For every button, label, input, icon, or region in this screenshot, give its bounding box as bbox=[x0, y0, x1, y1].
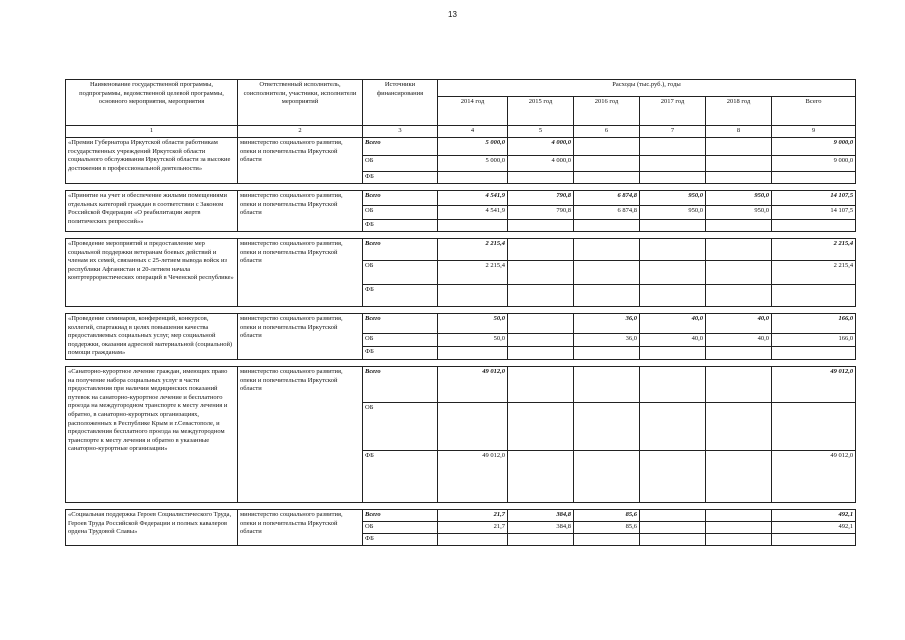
measure-name: «Премии Губернатора Иркутской области работникам государственных учреждений Иркутской области социального обслуживания Иркутской области за высокие достижения в профессиональной деятельности» bbox=[66, 138, 238, 184]
amount-cell bbox=[574, 450, 640, 502]
row-spacer bbox=[66, 184, 856, 191]
column-number: 6 bbox=[574, 126, 640, 138]
amount-cell: 384,8 bbox=[508, 521, 574, 533]
amount-cell bbox=[706, 366, 772, 402]
amount-cell: 2 215,4 bbox=[772, 239, 856, 261]
row-spacer bbox=[66, 307, 856, 314]
spacer-cell bbox=[238, 307, 363, 314]
amount-cell bbox=[640, 138, 706, 156]
measure-name: «Проведение семинаров, конференций, конкурсов, коллегий, спартакиад в целях повышения качества предоставляемых социальных услуг, мер социальной поддержки, оказания адресной материальной (социальной) помощи гражданам» bbox=[66, 314, 238, 360]
amount-cell bbox=[574, 138, 640, 156]
amount-cell bbox=[706, 138, 772, 156]
amount-cell: 950,0 bbox=[706, 191, 772, 206]
amount-cell bbox=[508, 261, 574, 285]
funding-source-total: Всего bbox=[363, 138, 438, 156]
amount-cell: 492,1 bbox=[772, 521, 856, 533]
amount-cell: 40,0 bbox=[706, 314, 772, 334]
spacer-cell bbox=[640, 502, 706, 509]
amount-cell bbox=[508, 220, 574, 232]
amount-cell: 36,0 bbox=[574, 314, 640, 334]
spacer-cell bbox=[438, 184, 508, 191]
amount-cell bbox=[706, 239, 772, 261]
amount-cell: 6 874,8 bbox=[574, 191, 640, 206]
header-year-2018: 2018 год bbox=[706, 97, 772, 126]
spacer-cell bbox=[66, 502, 238, 509]
amount-cell bbox=[640, 220, 706, 232]
amount-cell bbox=[438, 285, 508, 307]
spacer-cell bbox=[238, 502, 363, 509]
amount-cell: 2 215,4 bbox=[772, 261, 856, 285]
amount-cell: 85,6 bbox=[574, 521, 640, 533]
amount-cell bbox=[574, 239, 640, 261]
amount-cell bbox=[508, 533, 574, 545]
amount-cell: 2 215,4 bbox=[438, 261, 508, 285]
row-spacer bbox=[66, 502, 856, 509]
amount-cell bbox=[574, 402, 640, 450]
table-row bbox=[66, 239, 856, 261]
spacer-cell bbox=[66, 359, 238, 366]
spacer-cell bbox=[238, 359, 363, 366]
amount-cell bbox=[706, 156, 772, 172]
header-executor: Ответственный исполнитель, соисполнители, участники, исполнители мероприятий bbox=[238, 80, 363, 126]
page-number: 13 bbox=[448, 10, 457, 19]
spacer-cell bbox=[772, 232, 856, 239]
amount-cell bbox=[574, 156, 640, 172]
amount-cell bbox=[640, 239, 706, 261]
amount-cell: 4 541,9 bbox=[438, 206, 508, 220]
measure-executor: министерство социального развития, опеки и попечительства Иркутской области bbox=[238, 366, 363, 502]
measure-executor: министерство социального развития, опеки и попечительства Иркутской области bbox=[238, 314, 363, 360]
measure-name: «Принятие на учет и обеспечение жилыми помещениями отдельных категорий граждан в соответствии с Законом Российской Федерации «О реабилитации жертв политических репрессий»» bbox=[66, 191, 238, 232]
spacer-cell bbox=[438, 359, 508, 366]
amount-cell: 950,0 bbox=[640, 191, 706, 206]
funding-source-total: Всего bbox=[363, 239, 438, 261]
amount-cell bbox=[706, 261, 772, 285]
spacer-cell bbox=[772, 184, 856, 191]
amount-cell bbox=[574, 220, 640, 232]
funding-source-fb: ФБ bbox=[363, 172, 438, 184]
amount-cell: 40,0 bbox=[640, 333, 706, 346]
header-year-2017: 2017 год bbox=[640, 97, 706, 126]
spacer-cell bbox=[508, 502, 574, 509]
column-number: 9 bbox=[772, 126, 856, 138]
amount-cell: 85,6 bbox=[574, 509, 640, 521]
header-expenses: Расходы (тыс.руб.), годы bbox=[438, 80, 856, 97]
amount-cell bbox=[640, 450, 706, 502]
header-year-2016: 2016 год bbox=[574, 97, 640, 126]
measure-executor: министерство социального развития, опеки и попечительства Иркутской области bbox=[238, 239, 363, 307]
amount-cell: 21,7 bbox=[438, 521, 508, 533]
amount-cell: 492,1 bbox=[772, 509, 856, 521]
measure-name: «Санаторно-курортное лечение граждан, имеющих право на получение набора социальных услуг в части предоставления при наличии медицинских показаний путевок на санаторно-курортное лечение и бесплатного проезда на междугородном транспорте к месту лечения и обратно, в санаторно-курортных организациях, расположенных в Республике Крым и г.Севастополе, и предоставления бесплатного проезда на междугородном транспорте к месту лечения и обратно в указанные санаторно-курортные организации» bbox=[66, 366, 238, 502]
amount-cell bbox=[574, 347, 640, 360]
spacer-cell bbox=[772, 307, 856, 314]
spacer-cell bbox=[438, 502, 508, 509]
spacer-cell bbox=[363, 359, 438, 366]
amount-cell bbox=[508, 314, 574, 334]
spacer-cell bbox=[574, 359, 640, 366]
amount-cell bbox=[772, 533, 856, 545]
column-number: 3 bbox=[363, 126, 438, 138]
spacer-cell bbox=[438, 232, 508, 239]
amount-cell bbox=[574, 285, 640, 307]
spacer-cell bbox=[438, 307, 508, 314]
amount-cell bbox=[438, 402, 508, 450]
header-name: Наименование государственной программы, подпрограммы, ведомственной целевой программы, основного мероприятия, мероприятия bbox=[66, 80, 238, 126]
amount-cell: 6 874,8 bbox=[574, 206, 640, 220]
column-number-row bbox=[66, 126, 856, 138]
amount-cell bbox=[508, 402, 574, 450]
amount-cell bbox=[706, 172, 772, 184]
measure-executor: министерство социального развития, опеки и попечительства Иркутской области bbox=[238, 138, 363, 184]
amount-cell bbox=[508, 239, 574, 261]
amount-cell: 14 107,5 bbox=[772, 206, 856, 220]
amount-cell: 14 107,5 bbox=[772, 191, 856, 206]
spacer-cell bbox=[640, 359, 706, 366]
table-row bbox=[66, 509, 856, 521]
spacer-cell bbox=[574, 232, 640, 239]
spacer-cell bbox=[508, 184, 574, 191]
spacer-cell bbox=[363, 307, 438, 314]
amount-cell bbox=[640, 172, 706, 184]
amount-cell bbox=[706, 402, 772, 450]
spacer-cell bbox=[508, 359, 574, 366]
amount-cell bbox=[574, 172, 640, 184]
amount-cell: 166,0 bbox=[772, 314, 856, 334]
header-sources: Источники финансирования bbox=[363, 80, 438, 126]
amount-cell bbox=[438, 533, 508, 545]
row-spacer bbox=[66, 359, 856, 366]
spacer-cell bbox=[508, 232, 574, 239]
amount-cell bbox=[772, 402, 856, 450]
amount-cell bbox=[508, 333, 574, 346]
amount-cell: 9 000,0 bbox=[772, 138, 856, 156]
spacer-cell bbox=[363, 502, 438, 509]
amount-cell: 9 000,0 bbox=[772, 156, 856, 172]
spacer-cell bbox=[706, 184, 772, 191]
amount-cell bbox=[706, 450, 772, 502]
funding-source-fb: ФБ bbox=[363, 220, 438, 232]
amount-cell: 2 215,4 bbox=[438, 239, 508, 261]
spacer-cell bbox=[640, 232, 706, 239]
spacer-cell bbox=[706, 307, 772, 314]
amount-cell bbox=[706, 533, 772, 545]
amount-cell: 790,8 bbox=[508, 206, 574, 220]
spacer-cell bbox=[574, 184, 640, 191]
spacer-cell bbox=[706, 359, 772, 366]
table-row bbox=[66, 191, 856, 206]
amount-cell bbox=[438, 347, 508, 360]
header-year-2015: 2015 год bbox=[508, 97, 574, 126]
amount-cell: 50,0 bbox=[438, 333, 508, 346]
amount-cell bbox=[772, 220, 856, 232]
amount-cell bbox=[706, 521, 772, 533]
spacer-cell bbox=[706, 232, 772, 239]
amount-cell bbox=[508, 450, 574, 502]
amount-cell bbox=[508, 172, 574, 184]
amount-cell bbox=[438, 172, 508, 184]
amount-cell bbox=[640, 509, 706, 521]
amount-cell: 4 000,0 bbox=[508, 138, 574, 156]
amount-cell bbox=[772, 347, 856, 360]
amount-cell bbox=[640, 521, 706, 533]
spacer-cell bbox=[772, 359, 856, 366]
amount-cell: 49 012,0 bbox=[438, 366, 508, 402]
amount-cell: 5 000,0 bbox=[438, 156, 508, 172]
amount-cell: 4 000,0 bbox=[508, 156, 574, 172]
amount-cell bbox=[640, 156, 706, 172]
spacer-cell bbox=[363, 184, 438, 191]
funding-source-fb: ФБ bbox=[363, 533, 438, 545]
amount-cell: 790,8 bbox=[508, 191, 574, 206]
funding-source-total: Всего bbox=[363, 191, 438, 206]
amount-cell bbox=[508, 366, 574, 402]
spacer-cell bbox=[508, 307, 574, 314]
spacer-cell bbox=[238, 184, 363, 191]
spacer-cell bbox=[66, 184, 238, 191]
measure-name: «Социальная поддержка Героев Социалистического Труда, Героев Труда Российской Федерации и полных кавалеров ордена Трудовой Славы» bbox=[66, 509, 238, 545]
amount-cell bbox=[772, 285, 856, 307]
spacer-cell bbox=[574, 502, 640, 509]
column-number: 2 bbox=[238, 126, 363, 138]
amount-cell: 49 012,0 bbox=[438, 450, 508, 502]
amount-cell bbox=[640, 347, 706, 360]
amount-cell: 40,0 bbox=[640, 314, 706, 334]
funding-source-ob: ОБ bbox=[363, 206, 438, 220]
table-row bbox=[66, 314, 856, 334]
amount-cell bbox=[640, 533, 706, 545]
spacer-cell bbox=[574, 307, 640, 314]
measure-executor: министерство социального развития, опеки и попечительства Иркутской области bbox=[238, 509, 363, 545]
funding-source-fb: ФБ bbox=[363, 347, 438, 360]
header-year-2014: 2014 год bbox=[438, 97, 508, 126]
amount-cell: 50,0 bbox=[438, 314, 508, 334]
spacer-cell bbox=[772, 502, 856, 509]
amount-cell: 950,0 bbox=[640, 206, 706, 220]
amount-cell: 49 012,0 bbox=[772, 450, 856, 502]
table-row bbox=[66, 366, 856, 402]
amount-cell: 166,0 bbox=[772, 333, 856, 346]
funding-source-fb: ФБ bbox=[363, 450, 438, 502]
funding-source-total: Всего bbox=[363, 509, 438, 521]
amount-cell: 384,8 bbox=[508, 509, 574, 521]
amount-cell: 36,0 bbox=[574, 333, 640, 346]
amount-cell bbox=[706, 347, 772, 360]
spacer-cell bbox=[706, 502, 772, 509]
spacer-cell bbox=[363, 232, 438, 239]
amount-cell bbox=[640, 366, 706, 402]
amount-cell bbox=[706, 509, 772, 521]
amount-cell bbox=[640, 285, 706, 307]
amount-cell: 950,0 bbox=[706, 206, 772, 220]
amount-cell bbox=[438, 220, 508, 232]
amount-cell: 21,7 bbox=[438, 509, 508, 521]
amount-cell: 4 541,9 bbox=[438, 191, 508, 206]
amount-cell: 49 012,0 bbox=[772, 366, 856, 402]
spacer-cell bbox=[66, 232, 238, 239]
column-number: 7 bbox=[640, 126, 706, 138]
spacer-cell bbox=[66, 307, 238, 314]
funding-source-total: Всего bbox=[363, 314, 438, 334]
amount-cell bbox=[574, 533, 640, 545]
budget-table bbox=[65, 79, 856, 546]
funding-source-ob: ОБ bbox=[363, 156, 438, 172]
measure-executor: министерство социального развития, опеки и попечительства Иркутской области bbox=[238, 191, 363, 232]
spacer-cell bbox=[640, 307, 706, 314]
amount-cell bbox=[772, 172, 856, 184]
column-number: 5 bbox=[508, 126, 574, 138]
amount-cell bbox=[574, 261, 640, 285]
amount-cell bbox=[706, 285, 772, 307]
funding-source-fb: ФБ bbox=[363, 285, 438, 307]
amount-cell bbox=[574, 366, 640, 402]
funding-source-total: Всего bbox=[363, 366, 438, 402]
spacer-cell bbox=[640, 184, 706, 191]
amount-cell bbox=[706, 220, 772, 232]
spacer-cell bbox=[238, 232, 363, 239]
amount-cell bbox=[508, 285, 574, 307]
header-total: Всего bbox=[772, 97, 856, 126]
column-number: 8 bbox=[706, 126, 772, 138]
funding-source-ob: ОБ bbox=[363, 402, 438, 450]
amount-cell bbox=[508, 347, 574, 360]
column-number: 1 bbox=[66, 126, 238, 138]
amount-cell bbox=[640, 261, 706, 285]
funding-source-ob: ОБ bbox=[363, 521, 438, 533]
table-row bbox=[66, 138, 856, 156]
row-spacer bbox=[66, 232, 856, 239]
funding-source-ob: ОБ bbox=[363, 261, 438, 285]
funding-source-ob: ОБ bbox=[363, 333, 438, 346]
column-number: 4 bbox=[438, 126, 508, 138]
amount-cell: 40,0 bbox=[706, 333, 772, 346]
amount-cell: 5 000,0 bbox=[438, 138, 508, 156]
measure-name: «Проведение мероприятий и предоставление мер социальной поддержки ветеранам боевых действий и членам их семей, связанных с 25-летием вывода войск из республики Афганистан и 20-летием начала контртеррористических операций в Чеченской республике» bbox=[66, 239, 238, 307]
amount-cell bbox=[640, 402, 706, 450]
